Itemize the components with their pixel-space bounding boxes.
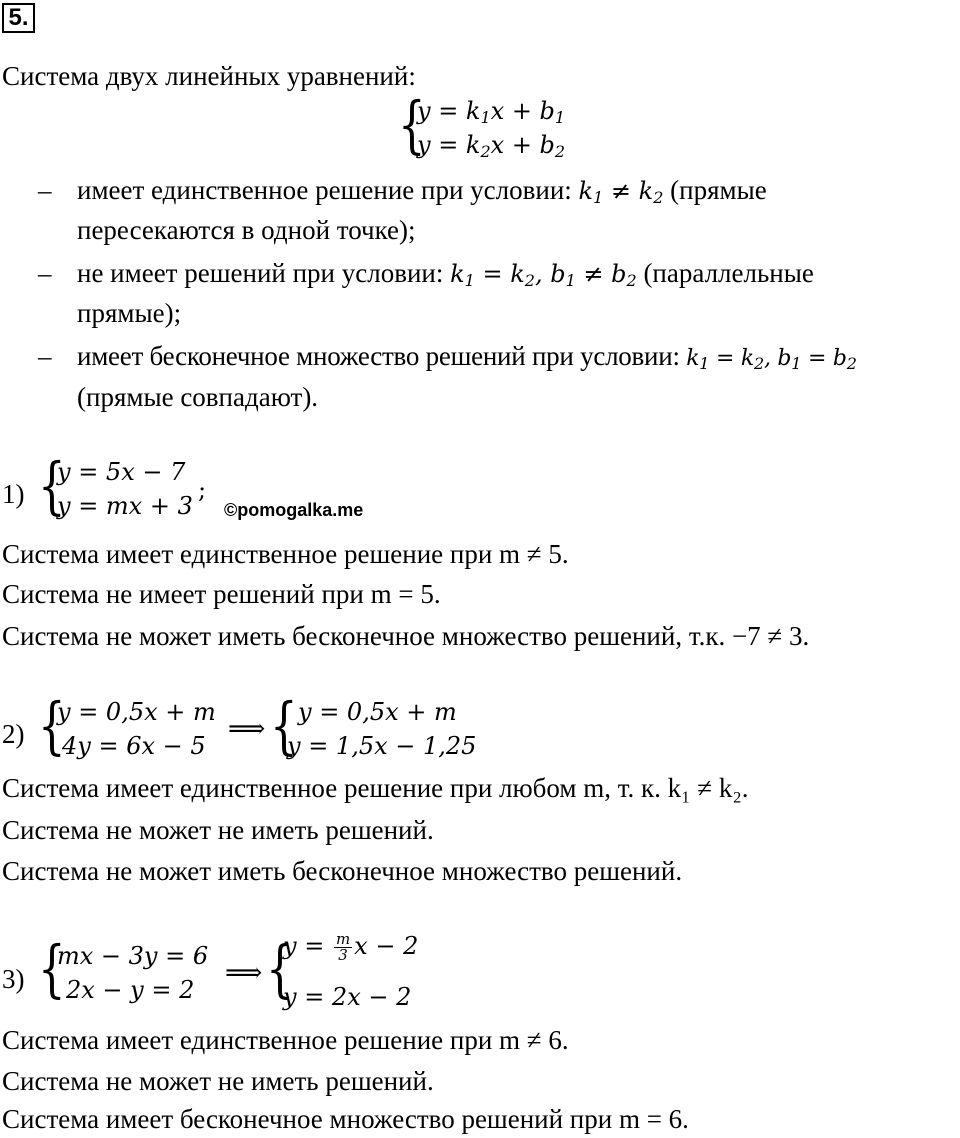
case-label: 2) [2, 719, 25, 749]
result-line: Система не имеет решений при m = 5. [2, 579, 441, 609]
bullet-dash: – [38, 175, 52, 205]
result-line: Система не может не иметь решений. [2, 1066, 434, 1096]
brace: { [38, 449, 66, 522]
general-eq-1: $y = k_1x + b_1$ [417, 97, 566, 127]
system-equation: y = 0,5x + m [298, 698, 457, 726]
general-eq-2: $y = k_2x + b_2$ [417, 131, 566, 161]
brace: { [266, 932, 294, 1005]
fraction: $\frac{m}{3}$ [335, 930, 351, 964]
system-equation: mx − 3y = 6 [57, 942, 209, 970]
result-line: Система имеет единственное решение при любом m, т. к. k₁ ≠ k₂. [2, 773, 749, 803]
system-equation: y = 2x − 2 [283, 983, 412, 1011]
system-equation: 2x − y = 2 [66, 976, 195, 1004]
brace: { [270, 689, 298, 762]
system-equation: y = 1,5x − 1,25 [287, 732, 477, 760]
result-line: Система не может иметь бесконечное множество решений, т.к. −7 ≠ 3. [2, 621, 810, 651]
system-equation: y = $\frac{m}{3}$ x − 2 [283, 930, 419, 964]
result-line: Система не может не иметь решений. [2, 815, 434, 845]
bullet-dash: – [38, 258, 52, 288]
problem-number: 5. [2, 3, 35, 33]
brace: { [38, 689, 66, 762]
case-label: 3) [2, 964, 25, 994]
brace: { [38, 932, 66, 1005]
result-line: Система имеет единственное решение при m ≠ 6. [2, 1025, 569, 1055]
implies-arrow: ⟹ [225, 958, 263, 988]
result-line: Система имеет единственное решение при m ≠ 5. [2, 539, 569, 569]
result-line: Система не может иметь бесконечное множество решений. [2, 856, 683, 886]
condition-line: (прямые совпадают). [77, 382, 319, 412]
system-equation: 4y = 6x − 5 [62, 732, 206, 760]
condition-line: не имеет решений при условии: $k_1 = k_2$, $b_1 \ne b_2$ (параллельные [77, 258, 814, 290]
case-label: 1) [2, 479, 25, 509]
bullet-dash: – [38, 341, 52, 371]
system-equation: y = 0,5x + m [57, 698, 216, 726]
condition-line: пересекаются в одной точке); [77, 215, 416, 245]
watermark: ©pomogalka.me [224, 500, 364, 520]
punctuation: ; [198, 476, 207, 504]
result-line: Система имеет бесконечное множество решений при m = 6. [2, 1104, 689, 1134]
implies-arrow: ⟹ [228, 714, 266, 744]
intro-text: Система двух линейных уравнений: [2, 61, 416, 91]
condition-line: имеет единственное решение при условии: $k_1 \ne k_2$ (прямые [77, 175, 767, 207]
system-equation: y = mx + 3 [57, 492, 193, 520]
condition-line: прямые); [77, 298, 182, 328]
condition-line: имеет бесконечное множество решений при условии: $k_1 = k_2$, $b_1 = b_2$ [77, 341, 857, 373]
system-equation: y = 5x − 7 [57, 458, 186, 486]
brace: { [398, 88, 426, 161]
